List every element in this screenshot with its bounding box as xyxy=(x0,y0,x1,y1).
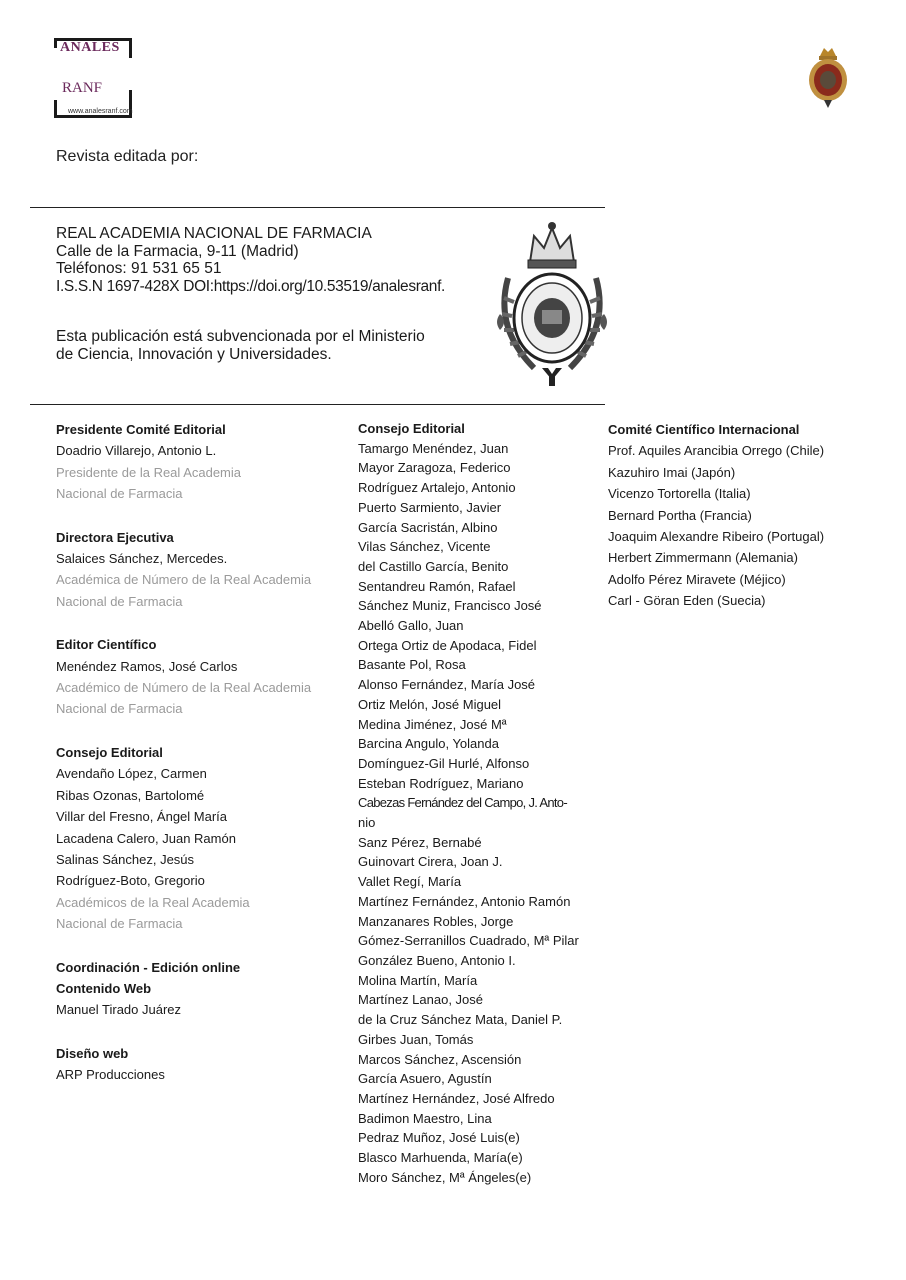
academy-address: Calle de la Farmacia, 9-11 (Madrid) xyxy=(56,242,299,260)
council-member: Badimon Maestro, Lina xyxy=(358,1110,492,1126)
subsidy-note xyxy=(56,328,425,364)
column-international-committee xyxy=(608,419,868,612)
board-member: Ribas Ozonas, Bartolomé xyxy=(56,787,205,803)
council-member: Alonso Fernández, María José xyxy=(358,677,536,693)
president-heading: Presidente Comité Editorial xyxy=(56,422,226,437)
international-member: Vicenzo Tortorella (Italia) xyxy=(608,486,751,502)
council-member: Puerto Sarmiento, Javier xyxy=(358,499,502,515)
board-note: Nacional de Farmacia xyxy=(56,916,183,932)
board-member: Avendaño López, Carmen xyxy=(56,766,207,782)
board-heading: Consejo Editorial xyxy=(56,744,163,760)
council-member: Domínguez-Gil Hurlé, Alfonso xyxy=(358,755,530,771)
council-member: Medina Jiménez, José Mª xyxy=(358,716,507,732)
international-member: Adolfo Pérez Miravete (Méjico) xyxy=(608,571,786,587)
council-member: Marcos Sánchez, Ascensión xyxy=(358,1051,522,1067)
council-member: Ortiz Melón, José Miguel xyxy=(358,696,502,712)
council-member: Abelló Gallo, Juan xyxy=(358,618,464,634)
director-heading: Directora Ejecutiva xyxy=(56,529,174,545)
council-member: Vallet Regí, María xyxy=(358,874,462,890)
council-member: Martínez Hernández, José Alfredo xyxy=(358,1090,555,1106)
international-member: Herbert Zimmermann (Alemania) xyxy=(608,550,798,566)
council-member: García Sacristán, Albino xyxy=(358,519,498,535)
council-member: Manzanares Robles, Jorge xyxy=(358,913,514,929)
editor-note: Académico de Número de la Real Academia xyxy=(56,680,312,696)
coordination-name: Manuel Tirado Juárez xyxy=(56,1002,182,1018)
editor-note: Nacional de Farmacia xyxy=(56,701,183,717)
council-member: Molina Martín, María xyxy=(358,972,478,988)
council-member: nio xyxy=(358,815,376,831)
council-member: Martínez Fernández, Antonio Ramón xyxy=(358,893,571,909)
president-note: Nacional de Farmacia xyxy=(56,486,183,502)
column-editorial-council xyxy=(358,419,608,1187)
council-member: Girbes Juan, Tomás xyxy=(358,1031,474,1047)
subsidy-line-2: de Ciencia, Innovación y Universidades. xyxy=(56,346,332,363)
council-member: Sentandreu Ramón, Rafael xyxy=(358,578,516,594)
board-member: Rodríguez-Boto, Gregorio xyxy=(56,873,205,889)
academy-phone: Teléfonos: 91 531 65 51 xyxy=(56,260,222,278)
top-divider xyxy=(30,207,605,208)
international-member: Joaquim Alexandre Ribeiro (Portugal) xyxy=(608,529,825,545)
international-member: Bernard Portha (Francia) xyxy=(608,507,752,523)
council-member: Gómez-Serranillos Cuadrado, Mª Pilar xyxy=(358,933,579,949)
council-member: González Bueno, Antonio I. xyxy=(358,952,516,968)
academy-crest-small-icon xyxy=(806,42,850,112)
council-member: Cabezas Fernández del Campo, J. Anto- xyxy=(358,795,567,811)
director-note: Nacional de Farmacia xyxy=(56,593,183,609)
column-editorial-staff xyxy=(56,419,346,1086)
president-name: Doadrio Villarejo, Antonio L. xyxy=(56,443,217,459)
council-member: de la Cruz Sánchez Mata, Daniel P. xyxy=(358,1012,563,1028)
council-member: Sanz Pérez, Bernabé xyxy=(358,834,482,850)
academy-details xyxy=(56,225,445,295)
coordination-heading: Coordinación - Edición online xyxy=(56,959,241,975)
council-member: Tamargo Menéndez, Juan xyxy=(358,440,509,456)
council-member: Vilas Sánchez, Vicente xyxy=(358,539,491,555)
publisher-intro: Revista editada por: xyxy=(56,148,199,165)
council-member: Mayor Zaragoza, Federico xyxy=(358,460,511,476)
council-member: Sánchez Muniz, Francisco José xyxy=(358,598,542,614)
council-heading: Consejo Editorial xyxy=(358,421,465,436)
logo-url: www.analesranf.com xyxy=(68,108,133,115)
council-member: Blasco Marhuenda, María(e) xyxy=(358,1150,523,1166)
international-member: Carl - Göran Eden (Suecia) xyxy=(608,593,766,609)
academy-name: REAL ACADEMIA NACIONAL DE FARMACIA xyxy=(56,225,372,242)
board-note: Académicos de la Real Academia xyxy=(56,894,250,910)
board-member: Villar del Fresno, Ángel María xyxy=(56,809,228,825)
council-member: Martínez Lanao, José xyxy=(358,992,484,1008)
director-name: Salaices Sánchez, Mercedes. xyxy=(56,551,228,567)
web-content-heading: Contenido Web xyxy=(56,980,152,996)
academy-issn-doi: I.S.S.N 1697-428X DOI:https://doi.org/10.53519/analesranf. xyxy=(56,277,445,295)
design-name: ARP Producciones xyxy=(56,1067,165,1083)
council-member: Basante Pol, Rosa xyxy=(358,657,466,673)
board-member: Lacadena Calero, Juan Ramón xyxy=(56,830,236,846)
council-member: Ortega Ortiz de Apodaca, Fidel xyxy=(358,637,537,653)
council-member: Guinovart Cirera, Joan J. xyxy=(358,854,503,870)
council-member: Barcina Angulo, Yolanda xyxy=(358,736,499,752)
design-heading: Diseño web xyxy=(56,1045,129,1061)
anales-ranf-logo xyxy=(54,38,184,122)
editor-heading: Editor Científico xyxy=(56,637,157,653)
council-member: Esteban Rodríguez, Mariano xyxy=(358,775,524,791)
editor-name: Menéndez Ramos, José Carlos xyxy=(56,658,238,674)
international-member: Kazuhiro Imai (Japón) xyxy=(608,464,736,480)
academy-crest-large-icon xyxy=(494,218,610,388)
logo-anales-text: ANALES xyxy=(60,40,120,55)
logo-ranf-text: RANF xyxy=(62,80,103,96)
international-heading: Comité Científico Internacional xyxy=(608,422,800,437)
council-member: Rodríguez Artalejo, Antonio xyxy=(358,480,516,496)
subsidy-line-1: Esta publicación está subvencionada por el Ministerio xyxy=(56,328,425,345)
council-member: Pedraz Muñoz, José Luis(e) xyxy=(358,1130,520,1146)
president-note: Presidente de la Real Academia xyxy=(56,464,242,480)
board-member: Salinas Sánchez, Jesús xyxy=(56,851,195,867)
council-member: Moro Sánchez, Mª Ángeles(e) xyxy=(358,1169,532,1185)
council-member: del Castillo García, Benito xyxy=(358,558,509,574)
international-member: Prof. Aquiles Arancibia Orrego (Chile) xyxy=(608,443,825,459)
council-member: García Asuero, Agustín xyxy=(358,1071,492,1087)
director-note: Académica de Número de la Real Academia xyxy=(56,572,312,588)
middle-divider xyxy=(30,404,605,405)
